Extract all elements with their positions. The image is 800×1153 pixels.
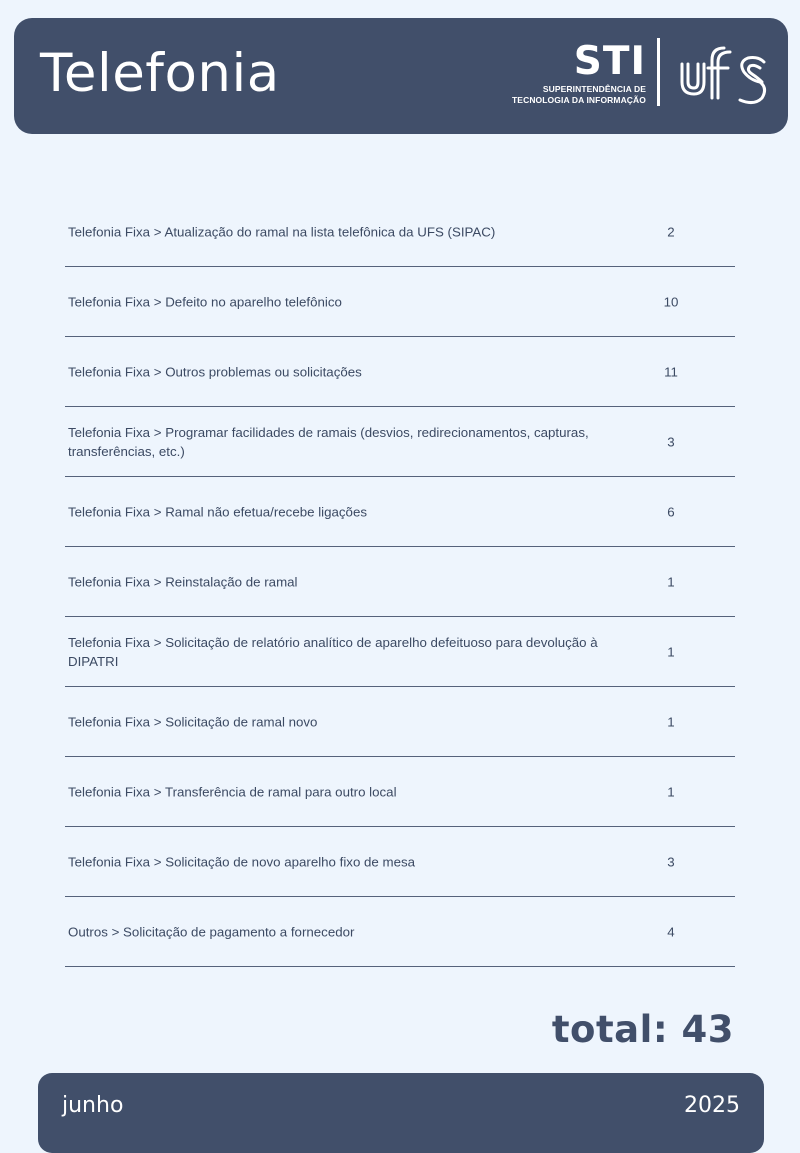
list-item-label: Telefonia Fixa > Outros problemas ou solicitações: [68, 364, 362, 379]
list-item-label: Outros > Solicitação de pagamento a fornecedor: [68, 924, 355, 939]
header-banner: [14, 18, 788, 134]
page-title: Telefonia: [40, 43, 280, 104]
list-item-label: Telefonia Fixa > Solicitação de novo aparelho fixo de mesa: [68, 854, 416, 869]
list-item-label: Telefonia Fixa > Ramal não efetua/recebe ligações: [68, 504, 367, 519]
sti-subtitle-line1: SUPERINTENDÊNCIA DE: [542, 84, 646, 94]
list-item-count: 11: [664, 364, 678, 379]
list-item-label: Telefonia Fixa > Programar facilidades de ramais (desvios, redirecionamentos, capturas, transferências, etc.): [68, 424, 589, 459]
list-item: [65, 267, 735, 337]
list-item-label: Telefonia Fixa > Atualização do ramal na lista telefônica da UFS (SIPAC): [68, 224, 496, 239]
sti-subtitle: [446, 84, 646, 106]
ticket-category-list: [65, 197, 735, 967]
list-item-count: 3: [667, 854, 675, 869]
list-item-count: 6: [667, 504, 675, 519]
list-item-count: 1: [667, 644, 675, 659]
list-item: [65, 407, 735, 477]
list-item-label: Telefonia Fixa > Solicitação de ramal novo: [68, 714, 318, 729]
list-item: [65, 827, 735, 897]
list-item-label: Telefonia Fixa > Solicitação de relatório analítico de aparelho defeituoso para devolução à DIPATRI: [68, 634, 598, 669]
list-item: [65, 687, 735, 757]
list-item-label: Telefonia Fixa > Defeito no aparelho telefônico: [68, 294, 342, 309]
sti-subtitle-line2: TECNOLOGIA DA INFORMAÇÃO: [512, 95, 646, 105]
list-item-count: 10: [663, 294, 679, 309]
logo-divider: [657, 38, 660, 106]
list-item: [65, 337, 735, 407]
list-item: [65, 197, 735, 267]
footer-month: junho: [62, 1093, 124, 1118]
list-item: [65, 897, 735, 967]
list-item-count: 3: [667, 434, 675, 449]
ufs-logo-icon: [678, 42, 768, 108]
list-item-count: 2: [667, 224, 675, 239]
footer-banner: [38, 1073, 764, 1153]
list-item-count: 1: [667, 784, 675, 799]
sti-ufs-logo: [512, 38, 768, 118]
list-item-label: Telefonia Fixa > Transferência de ramal para outro local: [68, 784, 397, 799]
list-item-count: 1: [667, 714, 675, 729]
list-item-count: 1: [667, 574, 675, 589]
list-item-label: Telefonia Fixa > Reinstalação de ramal: [68, 574, 298, 589]
list-item: [65, 617, 735, 687]
list-item: [65, 757, 735, 827]
list-item: [65, 477, 735, 547]
footer-year: 2025: [684, 1093, 740, 1118]
total-count: total: 43: [551, 1008, 734, 1051]
list-item: [65, 547, 735, 617]
sti-acronym: STI: [573, 39, 646, 84]
list-item-count: 4: [667, 924, 675, 939]
